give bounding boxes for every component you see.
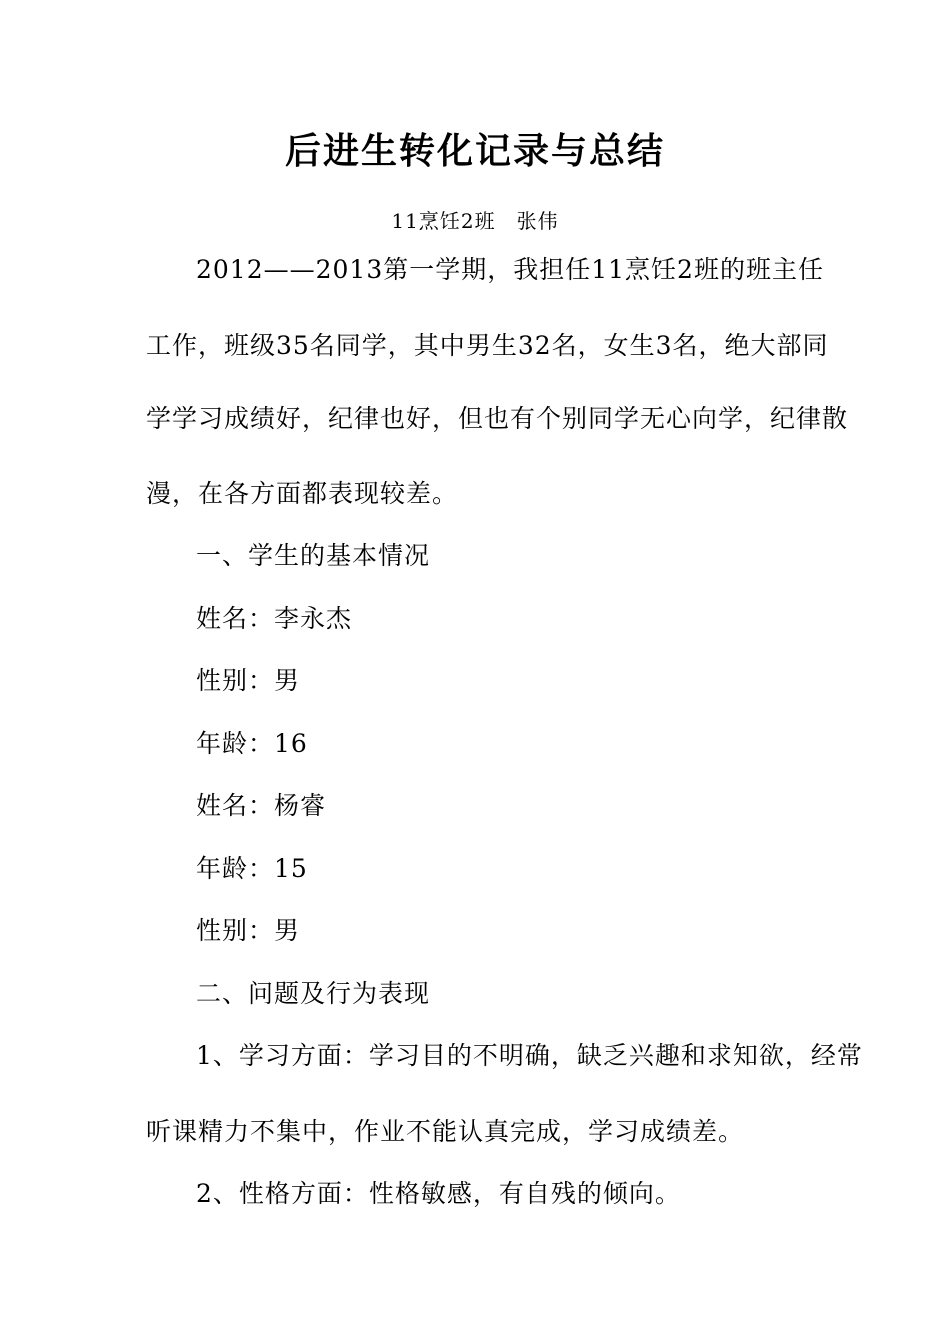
document-subtitle: 11烹饪2班 张伟 xyxy=(391,209,559,233)
document-title: 后进生转化记录与总结 xyxy=(284,130,665,172)
problem-line-2: 听课精力不集中，作业不能认真完成，学习成绩差。 xyxy=(146,1117,745,1146)
student-name-2: 姓名：杨睿 xyxy=(196,791,327,820)
section-heading-2: 二、问题及行为表现 xyxy=(196,979,431,1008)
problem-line-3: 2、性格方面：性格敏感，有自残的倾向。 xyxy=(196,1179,681,1208)
student-age-1: 年龄：16 xyxy=(196,729,308,758)
student-name-1: 姓名：李永杰 xyxy=(196,604,353,633)
paragraph-line-3: 学学习成绩好，纪律也好，但也有个别同学无心向学，纪律散 xyxy=(146,404,849,433)
student-gender-2: 性别：男 xyxy=(196,916,301,945)
student-age-2: 年龄：15 xyxy=(196,854,308,883)
paragraph-line-2: 工作，班级35名同学，其中男生32名，女生3名，绝大部同 xyxy=(146,331,829,360)
section-heading-1: 一、学生的基本情况 xyxy=(196,541,431,570)
student-gender-1: 性别：男 xyxy=(196,666,301,695)
paragraph-line-4: 漫，在各方面都表现较差。 xyxy=(146,479,459,508)
problem-line-1: 1、学习方面：学习目的不明确，缺乏兴趣和求知欲，经常 xyxy=(196,1041,863,1070)
paragraph-line-1: 2012——2013第一学期，我担任11烹饪2班的班主任 xyxy=(196,255,824,284)
